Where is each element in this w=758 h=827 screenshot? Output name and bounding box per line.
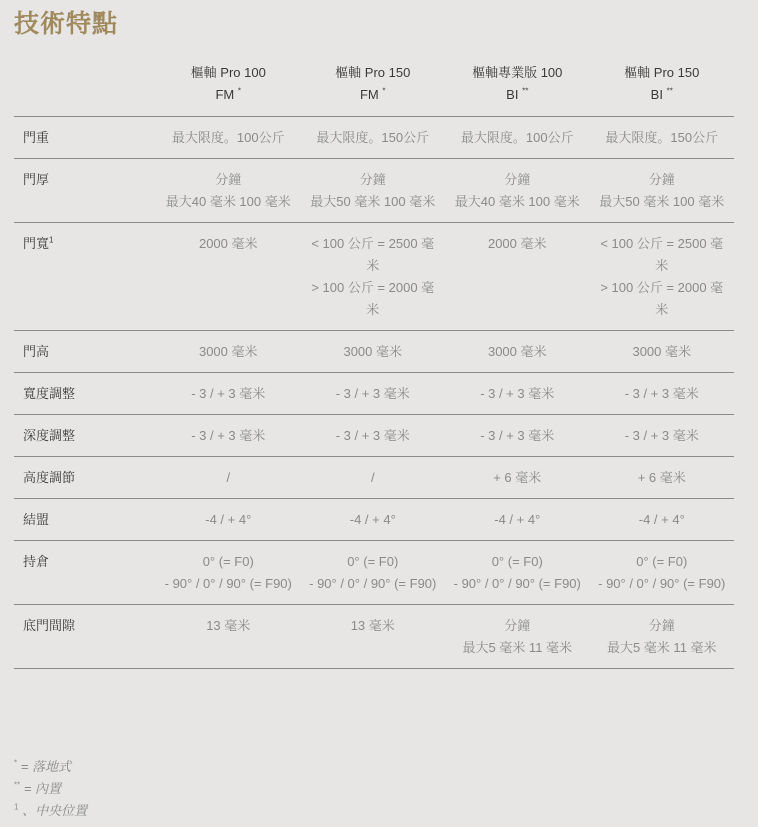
table-header-row	[14, 62, 734, 117]
table-cell	[590, 331, 735, 373]
cell-text: - 3 / + 3 毫米	[480, 428, 555, 443]
table-cell	[301, 117, 446, 159]
cell-text: 分鐘	[504, 172, 531, 187]
cell-text: 最大40 毫米 100 毫米	[454, 194, 580, 209]
table-cell	[156, 223, 301, 331]
column-header	[301, 62, 446, 117]
row-label: 門重	[14, 117, 156, 159]
table-cell	[156, 373, 301, 415]
cell-text: > 100 公斤 = 2000 毫米	[311, 280, 435, 317]
table-cell	[301, 373, 446, 415]
cell-text: 13 毫米	[350, 618, 395, 633]
header-empty	[14, 62, 156, 117]
table-cell	[445, 605, 590, 669]
cell-text: 分鐘	[504, 618, 531, 633]
cell-text: 13 毫米	[206, 618, 251, 633]
cell-text: 3000 毫米	[487, 344, 547, 359]
table-cell	[156, 499, 301, 541]
cell-text: - 3 / + 3 毫米	[335, 428, 410, 443]
cell-text: 最大50 毫米 100 毫米	[310, 194, 436, 209]
cell-text: -4 / + 4°	[349, 512, 396, 527]
cell-text: 3000 毫米	[198, 344, 258, 359]
cell-text: - 90° / 0° / 90° (= F90)	[598, 576, 726, 591]
cell-text: 3000 毫米	[632, 344, 692, 359]
row-label: 高度調節	[14, 457, 156, 499]
row-label: 底門間隙	[14, 605, 156, 669]
column-header-name: 樞軸 Pro 150	[624, 65, 700, 80]
cell-text: 最大40 毫米 100 毫米	[165, 194, 291, 209]
column-header-type: BI **	[506, 86, 529, 102]
table-row	[14, 541, 734, 605]
table-cell	[445, 159, 590, 223]
footnotes	[14, 756, 87, 822]
cell-text: 0° (= F0)	[636, 554, 688, 569]
row-label: 深度調整	[14, 415, 156, 457]
table-row	[14, 159, 734, 223]
cell-text: 0° (= F0)	[202, 554, 254, 569]
table-row	[14, 331, 734, 373]
table-cell	[445, 415, 590, 457]
row-label: 門高	[14, 331, 156, 373]
cell-text: + 6 毫米	[493, 470, 542, 485]
cell-text: 最大50 毫米 100 毫米	[599, 194, 725, 209]
table-row	[14, 605, 734, 669]
table-cell	[301, 499, 446, 541]
table-row	[14, 117, 734, 159]
cell-text: -4 / + 4°	[638, 512, 685, 527]
footnote-mark: **	[14, 780, 21, 790]
cell-text: -4 / + 4°	[205, 512, 252, 527]
cell-text: 2000 毫米	[487, 236, 547, 251]
table-cell	[301, 605, 446, 669]
row-label: 寬度調整	[14, 373, 156, 415]
cell-text: 分鐘	[648, 618, 675, 633]
table-cell	[156, 457, 301, 499]
table-cell	[590, 223, 735, 331]
footnote-text: = 內置	[20, 781, 62, 796]
cell-text: - 3 / + 3 毫米	[624, 428, 699, 443]
footnote-mark: *	[382, 86, 386, 96]
footnote	[14, 756, 87, 778]
footnote-mark: **	[522, 86, 529, 96]
table-cell	[156, 159, 301, 223]
column-header-type: BI **	[650, 86, 673, 102]
cell-text: < 100 公斤 = 2500 毫米	[311, 236, 435, 273]
cell-text: < 100 公斤 = 2500 毫米	[600, 236, 724, 273]
table-cell	[156, 541, 301, 605]
cell-text: 分鐘	[215, 172, 242, 187]
cell-text: > 100 公斤 = 2000 毫米	[600, 280, 724, 317]
cell-text: 分鐘	[359, 172, 386, 187]
table-cell	[590, 159, 735, 223]
cell-text: -4 / + 4°	[494, 512, 541, 527]
table-cell	[301, 331, 446, 373]
cell-text: - 3 / + 3 毫米	[191, 386, 266, 401]
table-row	[14, 223, 734, 331]
column-header-name: 樞軸 Pro 100	[190, 65, 266, 80]
cell-text: - 3 / + 3 毫米	[480, 386, 555, 401]
table-cell	[445, 373, 590, 415]
table-cell	[590, 541, 735, 605]
table-row	[14, 415, 734, 457]
column-header-type: FM *	[215, 86, 241, 102]
footnote-text: = 落地式	[17, 759, 71, 774]
column-header	[156, 62, 301, 117]
cell-text: - 3 / + 3 毫米	[191, 428, 266, 443]
footnote	[14, 778, 87, 800]
table-row	[14, 373, 734, 415]
table-cell	[156, 605, 301, 669]
cell-text: - 90° / 0° / 90° (= F90)	[164, 576, 292, 591]
table-cell	[590, 117, 735, 159]
cell-text: 最大限度。100公斤	[171, 130, 285, 145]
table-cell	[301, 415, 446, 457]
column-header	[590, 62, 735, 117]
cell-text: 3000 毫米	[343, 344, 403, 359]
table-cell	[445, 331, 590, 373]
footnote-mark: **	[666, 86, 673, 96]
row-label: 結盟	[14, 499, 156, 541]
table-cell	[156, 415, 301, 457]
row-label: 門寬$^1$	[14, 223, 156, 331]
table-cell	[445, 457, 590, 499]
cell-text: - 3 / + 3 毫米	[624, 386, 699, 401]
cell-text: 0° (= F0)	[347, 554, 399, 569]
cell-text: 最大限度。150公斤	[605, 130, 719, 145]
cell-text: 最大限度。100公斤	[460, 130, 574, 145]
table-cell	[590, 499, 735, 541]
column-header-name: 樞軸專業版 100	[472, 65, 563, 80]
footnote-text: 、中央位置	[18, 803, 88, 818]
cell-text: + 6 毫米	[637, 470, 686, 485]
row-label: 持倉	[14, 541, 156, 605]
table-cell	[590, 373, 735, 415]
cell-text: - 90° / 0° / 90° (= F90)	[453, 576, 581, 591]
cell-text: 分鐘	[648, 172, 675, 187]
cell-text: - 90° / 0° / 90° (= F90)	[309, 576, 437, 591]
column-header-name: 樞軸 Pro 150	[335, 65, 411, 80]
cell-text: /	[226, 470, 231, 485]
page-title: 技術特點	[14, 10, 119, 38]
row-label: 門厚	[14, 159, 156, 223]
footnote-mark: 1	[14, 802, 19, 812]
table-cell	[590, 457, 735, 499]
footnote-mark: *	[237, 86, 241, 96]
table-cell	[301, 457, 446, 499]
table-body	[14, 117, 734, 669]
column-header-type: FM *	[359, 86, 386, 102]
table-cell	[590, 605, 735, 669]
cell-text: 最大限度。150公斤	[316, 130, 430, 145]
table-cell	[301, 159, 446, 223]
table-cell	[156, 117, 301, 159]
footnote	[14, 800, 87, 822]
footnote-mark: *	[14, 758, 18, 768]
column-header	[445, 62, 590, 117]
cell-text: - 3 / + 3 毫米	[335, 386, 410, 401]
cell-text: 2000 毫米	[198, 236, 258, 251]
table-cell	[445, 117, 590, 159]
table-row	[14, 499, 734, 541]
cell-text: 最大5 毫米 11 毫米	[462, 640, 573, 655]
table-cell	[156, 331, 301, 373]
cell-text: 0° (= F0)	[491, 554, 543, 569]
table-cell	[445, 223, 590, 331]
cell-text: /	[370, 470, 375, 485]
table-cell	[590, 415, 735, 457]
footnote-mark: 1	[49, 235, 54, 245]
specs-table	[14, 62, 734, 669]
table-cell	[301, 223, 446, 331]
table-cell	[445, 499, 590, 541]
table-cell	[301, 541, 446, 605]
table-row	[14, 457, 734, 499]
cell-text: 最大5 毫米 11 毫米	[606, 640, 717, 655]
table-cell	[445, 541, 590, 605]
